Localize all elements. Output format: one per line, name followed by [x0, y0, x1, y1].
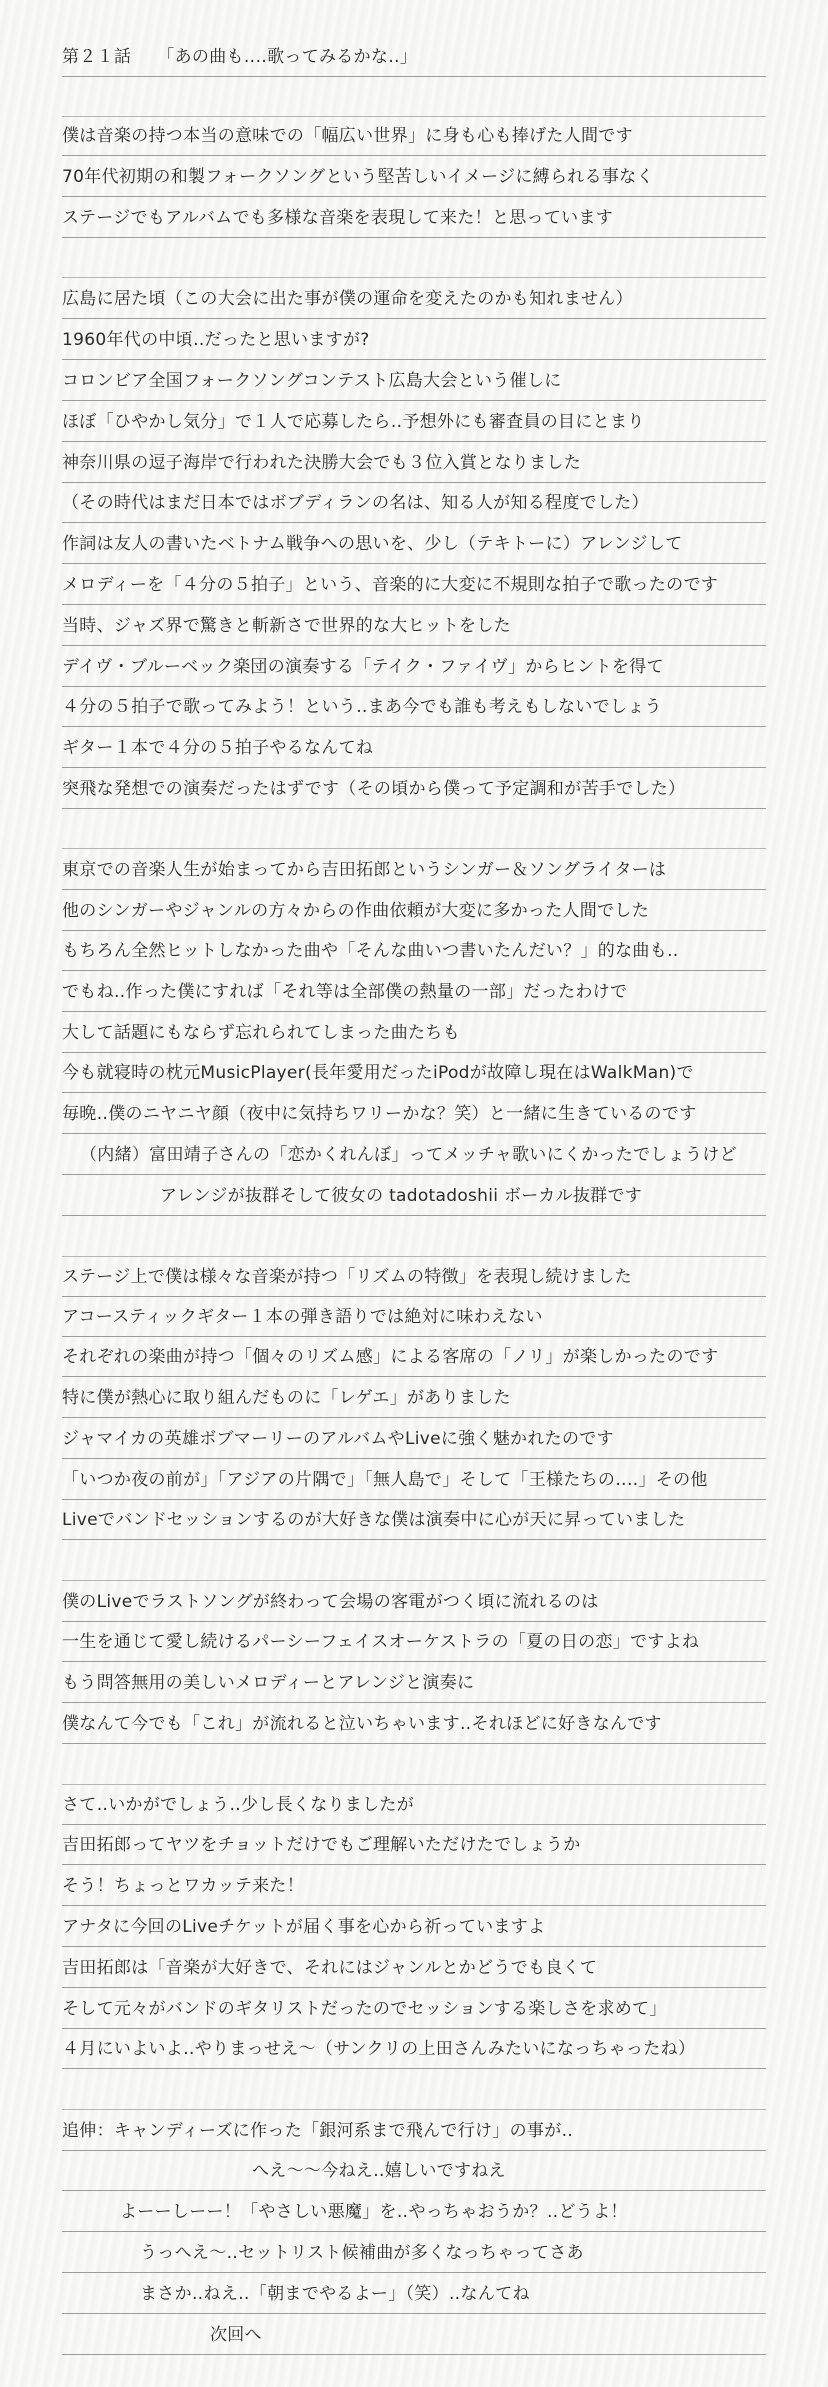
text-line: 僕なんて今でも「これ」が流れると泣いちゃいます‥それほどに好きなんです: [62, 1705, 766, 1744]
text-line: デイヴ・ブルーベック楽団の演奏する「テイク・ファイヴ」からヒントを得て: [62, 648, 766, 687]
text-line: 追伸：キャンディーズに作った「銀河系まで飛んで行け」の事が‥: [62, 2112, 766, 2151]
text-line: ギター１本で４分の５拍子やるなんてね: [62, 729, 766, 768]
separator-line: [62, 78, 766, 117]
text-line: 突飛な発想での演奏だったはずです（その頃から僕って予定調和が苦手でした）: [62, 770, 766, 809]
episode-title: 第２１話 「あの曲も‥‥歌ってみるかな‥」: [62, 38, 766, 77]
separator-line: [62, 1542, 766, 1581]
text-line: もう問答無用の美しいメロディーとアレンジと演奏に: [62, 1664, 766, 1703]
text-line: まさか‥ねえ‥「朝までやるよー」（笑）‥なんてね: [62, 2275, 766, 2314]
text-line: さて‥いかがでしょう‥少し長くなりましたが: [62, 1786, 766, 1825]
text-line: よーーしーー！「やさしい悪魔」を‥やっちゃおうか？‥どうよ！: [62, 2193, 766, 2232]
text-line: 今も就寝時の枕元MusicPlayer(長年愛用だったiPodが故障し現在はWalkMan)で: [62, 1054, 766, 1093]
text-line: メロディーを「４分の５拍子」という、音楽的に大変に不規則な拍子で歌ったのです: [62, 566, 766, 605]
text-line: ４月にいよいよ‥やりまっせえ〜（サンクリの上田さんみたいになっちゃったね）: [62, 2030, 766, 2069]
text-line: 大して話題にもならず忘れられてしまった曲たちも: [62, 1014, 766, 1053]
text-line: （内緒）富田靖子さんの「恋かくれんぼ」ってメッチャ歌いにくかったでしょうけど: [62, 1136, 766, 1175]
text-line: アレンジが抜群そして彼女の tadotadoshii ボーカル抜群です: [62, 1177, 766, 1216]
text-line: 吉田拓郎は「音楽が大好きで、それにはジャンルとかどうでも良くて: [62, 1949, 766, 1988]
separator-line: [62, 2071, 766, 2110]
text-line: 当時、ジャズ界で驚きと斬新さで世界的な大ヒットをした: [62, 607, 766, 646]
text-line: うっへえ〜‥セットリスト候補曲が多くなっちゃってさあ: [62, 2234, 766, 2273]
separator-line: [62, 239, 766, 278]
text-line: アコースティックギター１本の弾き語りでは絶対に味わえない: [62, 1298, 766, 1337]
text-line: そう！ちょっとワカッテ来た！: [62, 1867, 766, 1906]
text-line: 一生を通じて愛し続けるパーシーフェイスオーケストラの「夏の日の恋」ですよね: [62, 1623, 766, 1662]
text-line: でもね‥作った僕にすれば「それ等は全部僕の熱量の一部」だったわけで: [62, 973, 766, 1012]
text-line: ジャマイカの英雄ボブマーリーのアルバムやLiveに強く魅かれたのです: [62, 1420, 766, 1459]
text-line: 作詞は友人の書いたベトナム戦争への思いを、少し（テキトーに）アレンジして: [62, 525, 766, 564]
text-line: 東京での音楽人生が始まってから吉田拓郎というシンガー＆ソングライターは: [62, 851, 766, 890]
text-line: そして元々がバンドのギタリストだったのでセッションする楽しさを求めて」: [62, 1990, 766, 2029]
text-line: コロンビア全国フォークソングコンテスト広島大会という催しに: [62, 362, 766, 401]
text-line: アナタに今回のLiveチケットが届く事を心から祈っていますよ: [62, 1908, 766, 1947]
text-line: 1960年代の中頃‥だったと思いますが?: [62, 321, 766, 360]
text-line: それぞれの楽曲が持つ「個々のリズム感」による客席の「ノリ」が楽しかったのです: [62, 1338, 766, 1377]
text-line: Liveでバンドセッションするのが大好きな僕は演奏中に心が天に昇っていました: [62, 1501, 766, 1540]
text-line: 僕のLiveでラストソングが終わって会場の客電がつく頃に流れるのは: [62, 1583, 766, 1622]
text-line: 僕は音楽の持つ本当の意味での「幅広い世界」に身も心も捧げた人間です: [62, 117, 766, 156]
text-line: 次回へ: [62, 2316, 766, 2355]
separator-line: [62, 1746, 766, 1785]
text-line: へえ〜〜今ねえ‥嬉しいですねえ: [62, 2152, 766, 2191]
text-line: 70年代初期の和製フォークソングという堅苦しいイメージに縛られる事なく: [62, 158, 766, 197]
text-line: もちろん全然ヒットしなかった曲や「そんな曲いつ書いたんだい？」的な曲も‥: [62, 932, 766, 971]
text-line: ほぼ「ひやかし気分」で１人で応募したら‥予想外にも審査員の目にとまり: [62, 403, 766, 442]
text-line: 神奈川県の逗子海岸で行われた決勝大会でも３位入賞となりました: [62, 444, 766, 483]
text-line: （その時代はまだ日本ではボブディランの名は、知る人が知る程度でした）: [62, 484, 766, 523]
text-line: 毎晩‥僕のニヤニヤ顔（夜中に気持ちワリーかな？笑）と一緒に生きているのです: [62, 1095, 766, 1134]
text-line: ステージ上で僕は様々な音楽が持つ「リズムの特徴」を表現し続けました: [62, 1258, 766, 1297]
text-line: ステージでもアルバムでも多様な音楽を表現して来た！と思っています: [62, 199, 766, 238]
text-line: 他のシンガーやジャンルの方々からの作曲依頼が大変に多かった人間でした: [62, 892, 766, 931]
text-line: 吉田拓郎ってヤツをチョットだけでもご理解いただけたでしょうか: [62, 1826, 766, 1865]
text-line: 広島に居た頃（この大会に出た事が僕の運命を変えたのかも知れません）: [62, 280, 766, 319]
separator-line: [62, 1218, 766, 1257]
text-line: 「いつか夜の前が」「アジアの片隅で」「無人島で」そして「王様たちの‥‥」その他: [62, 1461, 766, 1500]
text-line: ４分の５拍子で歌ってみよう！という‥まあ今でも誰も考えもしないでしょう: [62, 688, 766, 727]
separator-line: [62, 810, 766, 849]
text-line: 特に僕が熱心に取り組んだものに「レゲエ」がありました: [62, 1379, 766, 1418]
